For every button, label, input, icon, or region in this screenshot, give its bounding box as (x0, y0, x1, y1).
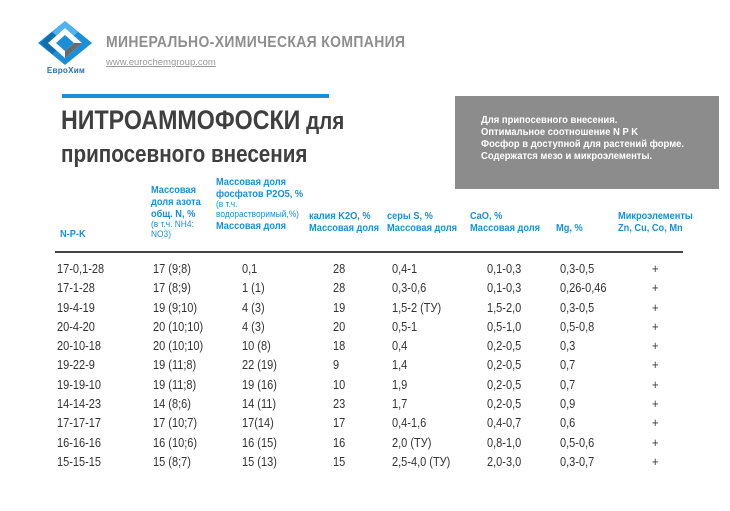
cell-nitrogen: 19 (9;10) (153, 300, 198, 315)
cell-potassium: 28 (333, 281, 346, 296)
table-row (0, 455, 730, 474)
info-line: Для припосевного внесения. (481, 114, 618, 126)
cell-magnesium: 0,3-0,7 (560, 454, 595, 469)
cell-sulfur: 0,3-0,6 (392, 281, 427, 296)
cell-potassium: 20 (333, 319, 346, 334)
cell-nitrogen: 17 (8;9) (153, 281, 191, 296)
page-title (61, 104, 344, 171)
table-row (0, 378, 730, 397)
cell-calcium: 2,0-3,0 (487, 454, 522, 469)
cell-nitrogen: 20 (10;10) (153, 319, 204, 334)
cell-npk: 19-19-10 (57, 377, 102, 392)
cell-calcium: 0,2-0,5 (487, 358, 522, 373)
cell-phosphate: 10 (8) (242, 339, 271, 354)
cell-nitrogen: 19 (11;8) (153, 377, 197, 392)
cell-magnesium: 0,6 (560, 416, 576, 431)
column-header-magnesium: Mg, % (556, 222, 583, 234)
cell-calcium: 1,5-2,0 (487, 300, 522, 315)
cell-npk: 19-22-9 (57, 358, 95, 373)
accent-bar (62, 94, 329, 98)
cell-sulfur: 0,5-1 (392, 319, 418, 334)
table-row (0, 416, 730, 435)
cell-calcium: 0,4-0,7 (487, 416, 522, 431)
info-line: Оптимальное соотношение N P K (481, 126, 639, 138)
cell-phosphate: 22 (19) (242, 358, 277, 373)
cell-calcium: 0,8-1,0 (487, 435, 522, 450)
cell-magnesium: 0,5-0,8 (560, 319, 595, 334)
logo-text: ЕвроХим (46, 66, 86, 75)
cell-calcium: 0,5-1,0 (487, 319, 522, 334)
cell-npk: 14-14-23 (57, 397, 102, 412)
cell-sulfur: 1,4 (392, 358, 408, 373)
cell-npk: 17-1-28 (57, 281, 95, 296)
cell-magnesium: 0,26-0,46 (560, 281, 607, 296)
table-row (0, 320, 730, 339)
cell-calcium: 0,2-0,5 (487, 397, 522, 412)
cell-nitrogen: 17 (10;7) (153, 416, 198, 431)
cell-sulfur: 1,5-2 (ТУ) (392, 300, 442, 315)
cell-phosphate: 16 (15) (242, 435, 277, 450)
cell-magnesium: 0,7 (560, 377, 576, 392)
cell-microelements: + (652, 262, 659, 276)
cell-npk: 19-4-19 (57, 300, 95, 315)
table-body (0, 262, 730, 474)
column-header-phosphate: Массовая доля фосфатов P2O5, % (в т.ч. водорастворимый,%) Массовая доля (216, 176, 304, 232)
cell-sulfur: 0,4-1,6 (392, 416, 427, 431)
cell-phosphate: 19 (16) (242, 377, 277, 392)
cell-potassium: 10 (333, 377, 346, 392)
cell-npk: 20-4-20 (57, 319, 95, 334)
info-line: Содержатся мезо и микроэлементы. (481, 150, 653, 162)
cell-potassium: 16 (333, 435, 346, 450)
cell-magnesium: 0,7 (560, 358, 576, 373)
cell-calcium: 0,2-0,5 (487, 377, 522, 392)
cell-sulfur: 0,4-1 (392, 262, 418, 276)
cell-microelements: + (652, 454, 659, 469)
cell-microelements: + (652, 358, 659, 373)
table-row (0, 397, 730, 416)
cell-potassium: 28 (333, 262, 346, 276)
info-line: Фосфор в доступной для растений форме. (481, 138, 685, 150)
cell-phosphate: 4 (3) (242, 319, 265, 334)
cell-potassium: 23 (333, 397, 346, 412)
cell-calcium: 0,1-0,3 (487, 262, 522, 276)
cell-sulfur: 0,4 (392, 339, 408, 354)
cell-sulfur: 2,5-4,0 (ТУ) (392, 454, 451, 469)
cell-nitrogen: 15 (8;7) (153, 454, 191, 469)
cell-nitrogen: 16 (10;6) (153, 435, 198, 450)
cell-potassium: 9 (333, 358, 340, 373)
title-rest: для (300, 108, 345, 135)
cell-microelements: + (652, 397, 659, 412)
cell-npk: 16-16-16 (57, 435, 102, 450)
cell-npk: 17-0,1-28 (57, 262, 105, 276)
title-main: НИТРОАММОФОСКИ (61, 105, 301, 135)
cell-microelements: + (652, 435, 659, 450)
table-row (0, 339, 730, 358)
header-divider (55, 251, 683, 253)
cell-potassium: 17 (333, 416, 346, 431)
table-row (0, 262, 730, 281)
cell-magnesium: 0,9 (560, 397, 576, 412)
company-url[interactable]: www.eurochemgroup.com (106, 57, 216, 68)
table-row (0, 436, 730, 455)
cell-npk: 17-17-17 (57, 416, 102, 431)
title-line2: припосевного внесения (61, 141, 308, 168)
cell-microelements: + (652, 339, 659, 354)
column-header-calcium: CaO, % Массовая доля (470, 210, 541, 234)
cell-nitrogen: 14 (8;6) (153, 397, 191, 412)
cell-phosphate: 1 (1) (242, 281, 265, 296)
cell-npk: 15-15-15 (57, 454, 102, 469)
eurochem-logo (36, 20, 94, 66)
column-header-nitrogen: Массовая доля азота общ. N, % (в т.ч. NH4: NO3) (151, 184, 201, 240)
cell-sulfur: 1,9 (392, 377, 408, 392)
cell-sulfur: 1,7 (392, 397, 408, 412)
cell-magnesium: 0,3-0,5 (560, 300, 595, 315)
cell-phosphate: 15 (13) (242, 454, 277, 469)
cell-microelements: + (652, 416, 659, 431)
cell-nitrogen: 20 (10;10) (153, 339, 204, 354)
cell-phosphate: 17(14) (242, 416, 274, 431)
cell-potassium: 19 (333, 300, 346, 315)
cell-calcium: 0,2-0,5 (487, 339, 522, 354)
cell-microelements: + (652, 300, 659, 315)
company-name: МИНЕРАЛЬНО-ХИМИЧЕСКАЯ КОМПАНИЯ (106, 34, 406, 51)
cell-microelements: + (652, 319, 659, 334)
cell-calcium: 0,1-0,3 (487, 281, 522, 296)
column-header-potassium: калия K2O, % Массовая доля (309, 210, 380, 234)
cell-potassium: 18 (333, 339, 346, 354)
cell-phosphate: 14 (11) (242, 397, 277, 412)
cell-microelements: + (652, 281, 659, 296)
column-header-microelements: Микроэлементы Zn, Cu, Co, Mn (618, 210, 693, 234)
cell-nitrogen: 17 (9;8) (153, 262, 191, 276)
column-header-sulfur: серы S, % Массовая доля (387, 210, 458, 234)
table-row (0, 358, 730, 377)
cell-magnesium: 0,3-0,5 (560, 262, 595, 276)
column-header-npk: N-P-K (60, 228, 86, 240)
cell-sulfur: 2,0 (ТУ) (392, 435, 432, 450)
cell-magnesium: 0,5-0,6 (560, 435, 595, 450)
cell-phosphate: 4 (3) (242, 300, 265, 315)
table-row (0, 301, 730, 320)
cell-nitrogen: 19 (11;8) (153, 358, 197, 373)
cell-phosphate: 0,1 (242, 262, 258, 276)
cell-magnesium: 0,3 (560, 339, 576, 354)
cell-microelements: + (652, 377, 659, 392)
info-box (455, 96, 719, 189)
cell-potassium: 15 (333, 454, 346, 469)
table-row (0, 281, 730, 300)
cell-npk: 20-10-18 (57, 339, 102, 354)
